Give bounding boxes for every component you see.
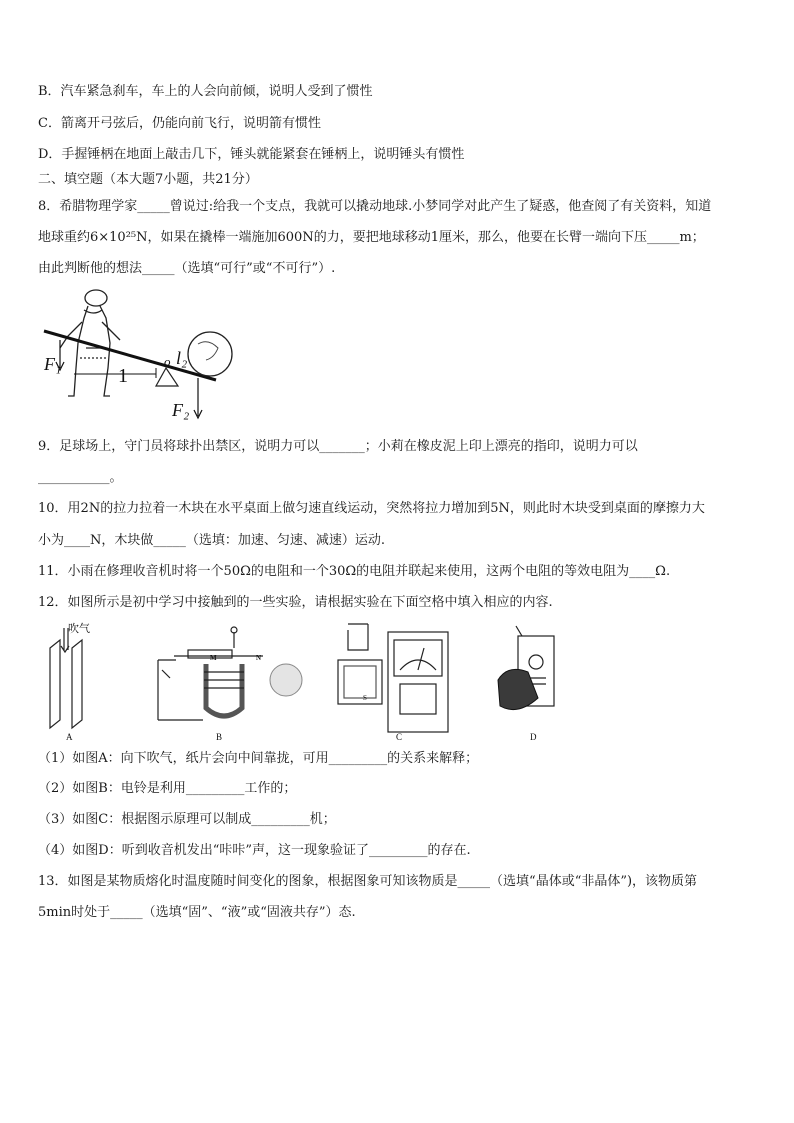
bell-dome — [270, 664, 302, 696]
earth — [188, 332, 232, 376]
option-b: B．汽车紧急刹车，车上的人会向前倾，说明人受到了惯性 — [38, 84, 373, 99]
question-10-line1: 10．用2N的拉力拉着一木块在水平桌面上做匀速直线运动，突然将拉力增加到5N，则此时木块受到桌面的摩擦力大 — [38, 501, 705, 516]
question-11: 11．小雨在修理收音机时将一个50Ω的电阻和一个30Ω的电阻并联起来使用，这两个电阻的等效电阻为____Ω. — [38, 564, 671, 579]
lever-figure — [38, 288, 238, 420]
option-c: C．箭离开弓弦后，仍能向前飞行，说明箭有惯性 — [38, 116, 321, 131]
label-o: o — [164, 354, 171, 369]
label-blow: 吹气 — [68, 622, 90, 635]
label-s: S — [363, 694, 367, 702]
question-9-line1: 9．足球场上，守门员将球扑出禁区，说明力可以_______；小莉在橡皮泥上印上漂亮的指印，说明力可以 — [38, 439, 638, 454]
label-f2: F₂ — [172, 400, 190, 420]
figure-b — [158, 627, 263, 720]
label-m: M — [210, 654, 217, 662]
question-9-line2: ___________。 — [38, 470, 123, 485]
question-12-part1: （1）如图A：向下吹气，纸片会向中间靠拢，可用_________的关系来解释； — [38, 751, 479, 766]
caption-d: D — [530, 732, 537, 742]
section-heading: 二、填空题（本大题7小题，共21分） — [38, 172, 258, 187]
question-8-line1: 8．希腊物理学家_____曾说过:给我一个支点，我就可以撬动地球.小梦同学对此产生了疑惑，他查阅了有关资料，知道 — [38, 199, 712, 214]
label-l1: 1 — [118, 365, 128, 387]
question-8-line3: 由此判断他的想法_____（选填“可行”或“不可行”）. — [38, 261, 336, 276]
question-10-line2: 小为____N，木块做_____（选填：加速、匀速、减速）运动. — [38, 533, 386, 548]
question-12-intro: 12．如图所示是初中学习中接触到的一些实验，请根据实验在下面空格中填入相应的内容. — [38, 595, 553, 610]
question-12-part3: （3）如图C：根据图示原理可以制成_________机； — [38, 812, 336, 827]
figure-a — [50, 628, 82, 728]
lever-bar — [44, 331, 216, 380]
battery-hand — [498, 669, 538, 709]
figure-c — [338, 624, 448, 732]
fulcrum — [156, 368, 178, 386]
experiments-figure — [38, 620, 558, 745]
question-12-part4: （4）如图D：听到收音机发出“咔咔”声，这一现象验证了_________的存在. — [38, 843, 471, 858]
caption-b: B — [216, 732, 223, 742]
question-13-line2: 5min时处于_____（选填“固”、“液”或“固液共存”）态. — [38, 905, 356, 920]
question-13-line1: 13．如图是某物质熔化时温度随时间变化的图象，根据图象可知该物质是_____（选填“晶体或“非晶体”)，该物质第 — [38, 874, 698, 889]
label-l2: l₂ — [176, 348, 188, 368]
question-12-part2: （2）如图B：电铃是利用_________工作的； — [38, 781, 297, 796]
option-d: D．手握锤柄在地面上敲击几下，锤头就能紧套在锤柄上，说明锤头有惯性 — [38, 147, 465, 162]
caption-c: C — [396, 732, 403, 742]
caption-a: A — [66, 732, 73, 742]
label-f1: F₁ — [44, 354, 62, 374]
label-n: N — [256, 654, 262, 662]
question-8-line2: 地球重约6×10²⁵N，如果在撬棒一端施加600N的力，要把地球移动1厘米，那么，他要在长臂一端向下压_____m； — [38, 230, 705, 245]
